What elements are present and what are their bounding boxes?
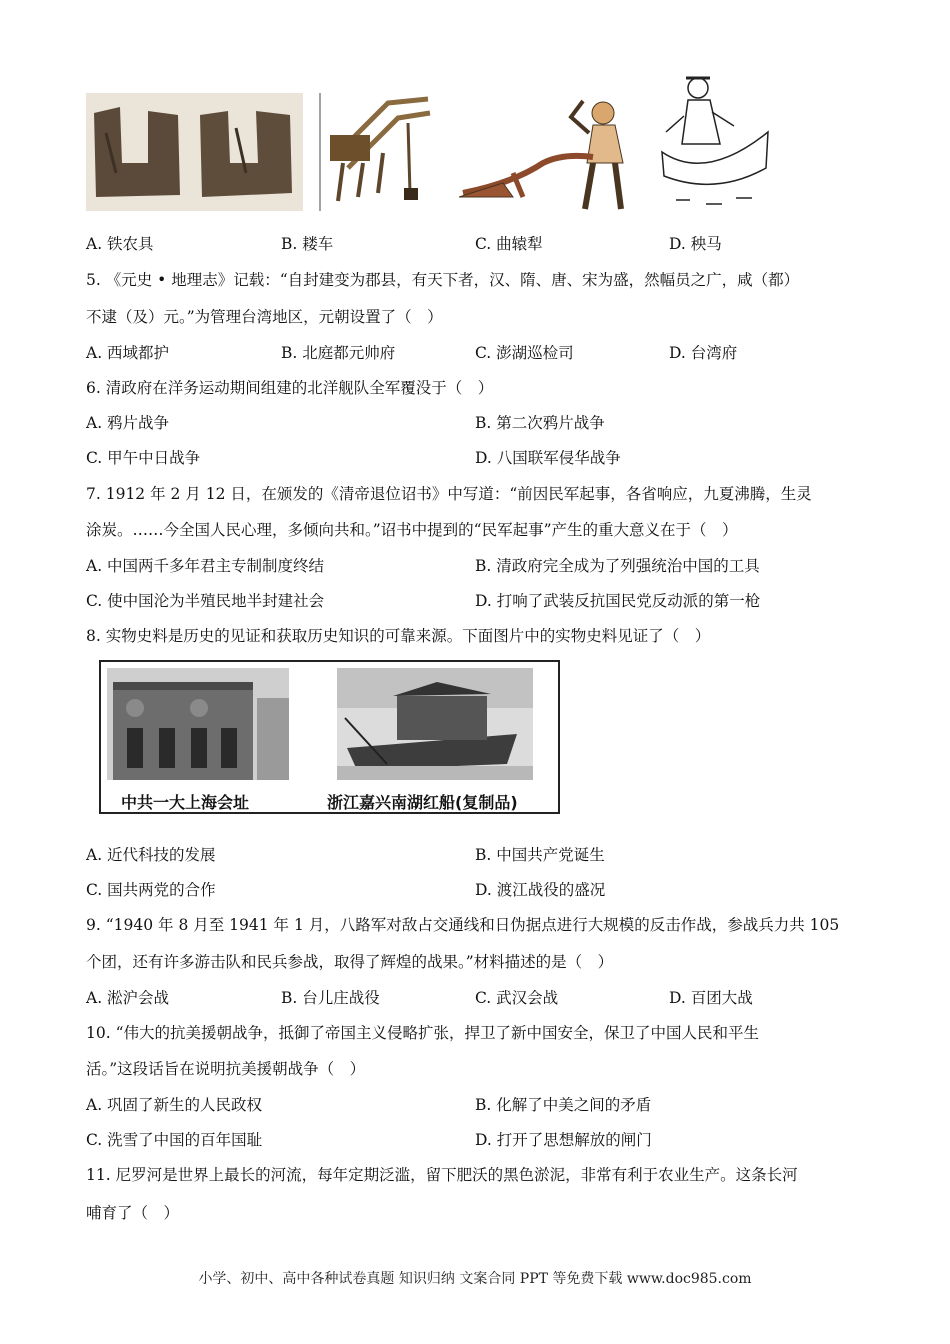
q7-option-d: D. 打响了武装反抗国民党反动派的第一枪 (475, 592, 761, 610)
q4-option-a: A. 铁农具 (86, 235, 154, 253)
red-boat-photo (337, 668, 533, 780)
congress-site-photo (107, 668, 289, 780)
autumn-horse-drawing (656, 72, 774, 211)
q7-option-b: B. 清政府完全成为了列强统治中国的工具 (475, 557, 760, 575)
q8-stem: 8. 实物史料是历史的见证和获取历史知识的可靠来源。下面图片中的实物史料见证了（ ） (86, 627, 711, 645)
q11-stem-line2: 哺育了（ ） (86, 1204, 180, 1222)
q11-stem-line1: 11. 尼罗河是世界上最长的河流，每年定期泛滥，留下肥沃的黑色淤泥，非常有利于农业生产。这条长河 (86, 1166, 798, 1184)
q5-option-b: B. 北庭都元帅府 (281, 344, 396, 362)
q10-option-d: D. 打开了思想解放的闸门 (475, 1131, 652, 1149)
curved-plow-drawing (453, 93, 643, 211)
q5-option-a: A. 西域都护 (86, 344, 170, 362)
q7-option-a: A. 中国两千多年君主专制制度终结 (86, 557, 325, 575)
q5-stem-line2: 不逮（及）元。”为管理台湾地区，元朝设置了（ ） (86, 308, 443, 326)
q5-option-c: C. 澎湖巡检司 (475, 344, 574, 362)
q7-option-c: C. 使中国沦为半殖民地半封建社会 (86, 592, 325, 610)
page-footer: 小学、初中、高中各种试卷真题 知识归纳 文案合同 PPT 等免费下载 www.doc985.com (198, 1271, 752, 1287)
q7-stem-line1: 7. 1912 年 2 月 12 日，在颁发的《清帝退位诏书》中写道：“前因民军起事，各省响应，九夏沸腾，生灵 (86, 485, 812, 503)
q9-stem-line1: 9. “1940 年 8 月至 1941 年 1 月，八路军对敌占交通线和日伪据点进行大规模的反击作战，参战兵力共 105 (86, 916, 840, 934)
q8-option-c: C. 国共两党的合作 (86, 881, 216, 899)
q6-option-b: B. 第二次鸦片战争 (475, 414, 605, 432)
q6-option-c: C. 甲午中日战争 (86, 449, 201, 467)
q9-option-a: A. 淞沪会战 (86, 989, 170, 1007)
q4-option-d: D. 秧马 (669, 235, 722, 253)
q10-stem-line2: 活。”这段话旨在说明抗美援朝战争（ ） (86, 1060, 366, 1078)
q10-option-a: A. 巩固了新生的人民政权 (86, 1096, 263, 1114)
q6-option-d: D. 八国联军侵华战争 (475, 449, 621, 467)
q6-option-a: A. 鸦片战争 (86, 414, 170, 432)
q8-option-d: D. 渡江战役的盛况 (475, 881, 606, 899)
q8-option-b: B. 中国共产党诞生 (475, 846, 605, 864)
q9-option-c: C. 武汉会战 (475, 989, 559, 1007)
q5-stem-line1: 5. 《元史 • 地理志》记载：“自封建变为郡县，有天下者，汉、隋、唐、宋为盛，然幅员之广，咸（都） (86, 271, 800, 289)
congress-site-caption: 中共一大上海会址 (121, 793, 250, 812)
q4-option-c: C. 曲辕犁 (475, 235, 543, 253)
q7-stem-line2: 涂炭。……今全国人民心理，多倾向共和。”诏书中提到的“民军起事”产生的重大意义在于（ ） (86, 521, 738, 539)
q6-stem: 6. 清政府在洋务运动期间组建的北洋舰队全军覆没于（ ） (86, 379, 494, 397)
q9-stem-line2: 个团，还有许多游击队和民兵参战，取得了辉煌的战果。”材料描述的是（ ） (86, 953, 614, 971)
red-boat-caption: 浙江嘉兴南湖红船(复制品) (327, 793, 518, 812)
iron-tools-photo (86, 93, 303, 211)
q10-option-b: B. 化解了中美之间的矛盾 (475, 1096, 652, 1114)
q10-option-c: C. 洗雪了中国的百年国耻 (86, 1131, 263, 1149)
q8-photo-panel (99, 660, 560, 814)
q9-option-b: B. 台儿庄战役 (281, 989, 380, 1007)
seed-drill-photo (318, 93, 438, 211)
q4-option-b: B. 耧车 (281, 235, 334, 253)
q9-option-d: D. 百团大战 (669, 989, 753, 1007)
q8-option-a: A. 近代科技的发展 (86, 846, 216, 864)
q10-stem-line1: 10. “伟大的抗美援朝战争，抵御了帝国主义侵略扩张，捍卫了新中国安全，保卫了中国人民和平生 (86, 1024, 760, 1042)
q5-option-d: D. 台湾府 (669, 344, 738, 362)
